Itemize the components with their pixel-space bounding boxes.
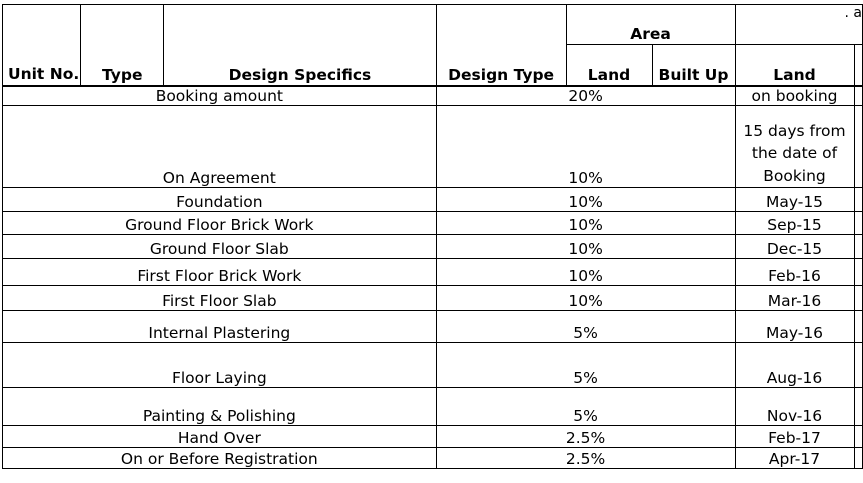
due-cell: Feb-16 [735,259,854,286]
stage-cell: On or Before Registration [3,448,437,469]
edge-cell [854,259,863,286]
due-cell: 15 days from the date of Booking [735,106,854,188]
table-row [3,86,863,106]
edge-cell [854,235,863,259]
edge-cell [854,106,863,188]
due-cell: Dec-15 [735,235,854,259]
percent-cell: 10% [436,106,735,188]
land-header: Land [566,45,652,86]
percent-cell: 5% [436,311,735,343]
table-row [3,235,863,259]
stage-cell: Ground Floor Slab [3,235,437,259]
edge-cell [854,311,863,343]
percent-cell: 5% [436,343,735,388]
due-cell: May-15 [735,188,854,212]
percent-cell: 10% [436,188,735,212]
due-cell: Mar-16 [735,286,854,311]
table-row [3,286,863,311]
payment-schedule-table [2,4,863,469]
land-header-2: Land [735,45,854,86]
edge-cell [854,426,863,448]
stage-cell: Hand Over [3,426,437,448]
table-row [3,106,863,188]
stage-cell: First Floor Brick Work [3,259,437,286]
stage-cell: Painting & Polishing [3,388,437,426]
percent-cell: 20% [436,86,735,106]
table-row [3,188,863,212]
stage-cell: First Floor Slab [3,286,437,311]
built-up-header: Built Up [652,45,735,86]
design-type-header: Design Type [436,5,566,86]
percent-cell: 10% [436,235,735,259]
unit-no-header: Unit No. [3,5,81,86]
due-cell: on booking [735,86,854,106]
percent-cell: 2.5% [436,426,735,448]
edge-cell [854,286,863,311]
stage-cell: Internal Plastering [3,311,437,343]
due-cell: Nov-16 [735,388,854,426]
stage-cell: Ground Floor Brick Work [3,212,437,235]
stage-cell: Foundation [3,188,437,212]
edge-cell [854,188,863,212]
due-cell: May-16 [735,311,854,343]
due-cell: Feb-17 [735,426,854,448]
percent-cell: 5% [436,388,735,426]
table-row [3,448,863,469]
percent-cell: 10% [436,286,735,311]
table-row [3,259,863,286]
type-header: Type [81,5,164,86]
area-header: Area [566,5,735,45]
percent-cell: 2.5% [436,448,735,469]
percent-cell: 10% [436,212,735,235]
stage-cell: Floor Laying [3,343,437,388]
design-specifics-header: Design Specifics [164,5,436,86]
table-row [3,343,863,388]
edge-cell [854,45,863,86]
stage-cell: On Agreement [3,106,437,188]
cut-off-header: . a [735,5,863,45]
table-row [3,311,863,343]
edge-cell [854,343,863,388]
table-row [3,426,863,448]
due-cell: Sep-15 [735,212,854,235]
table-row [3,212,863,235]
due-cell: Apr-17 [735,448,854,469]
edge-cell [854,388,863,426]
due-cell: Aug-16 [735,343,854,388]
edge-cell [854,212,863,235]
percent-cell: 10% [436,259,735,286]
edge-cell [854,448,863,469]
edge-cell [854,86,863,106]
table-row [3,388,863,426]
stage-cell: Booking amount [3,86,437,106]
